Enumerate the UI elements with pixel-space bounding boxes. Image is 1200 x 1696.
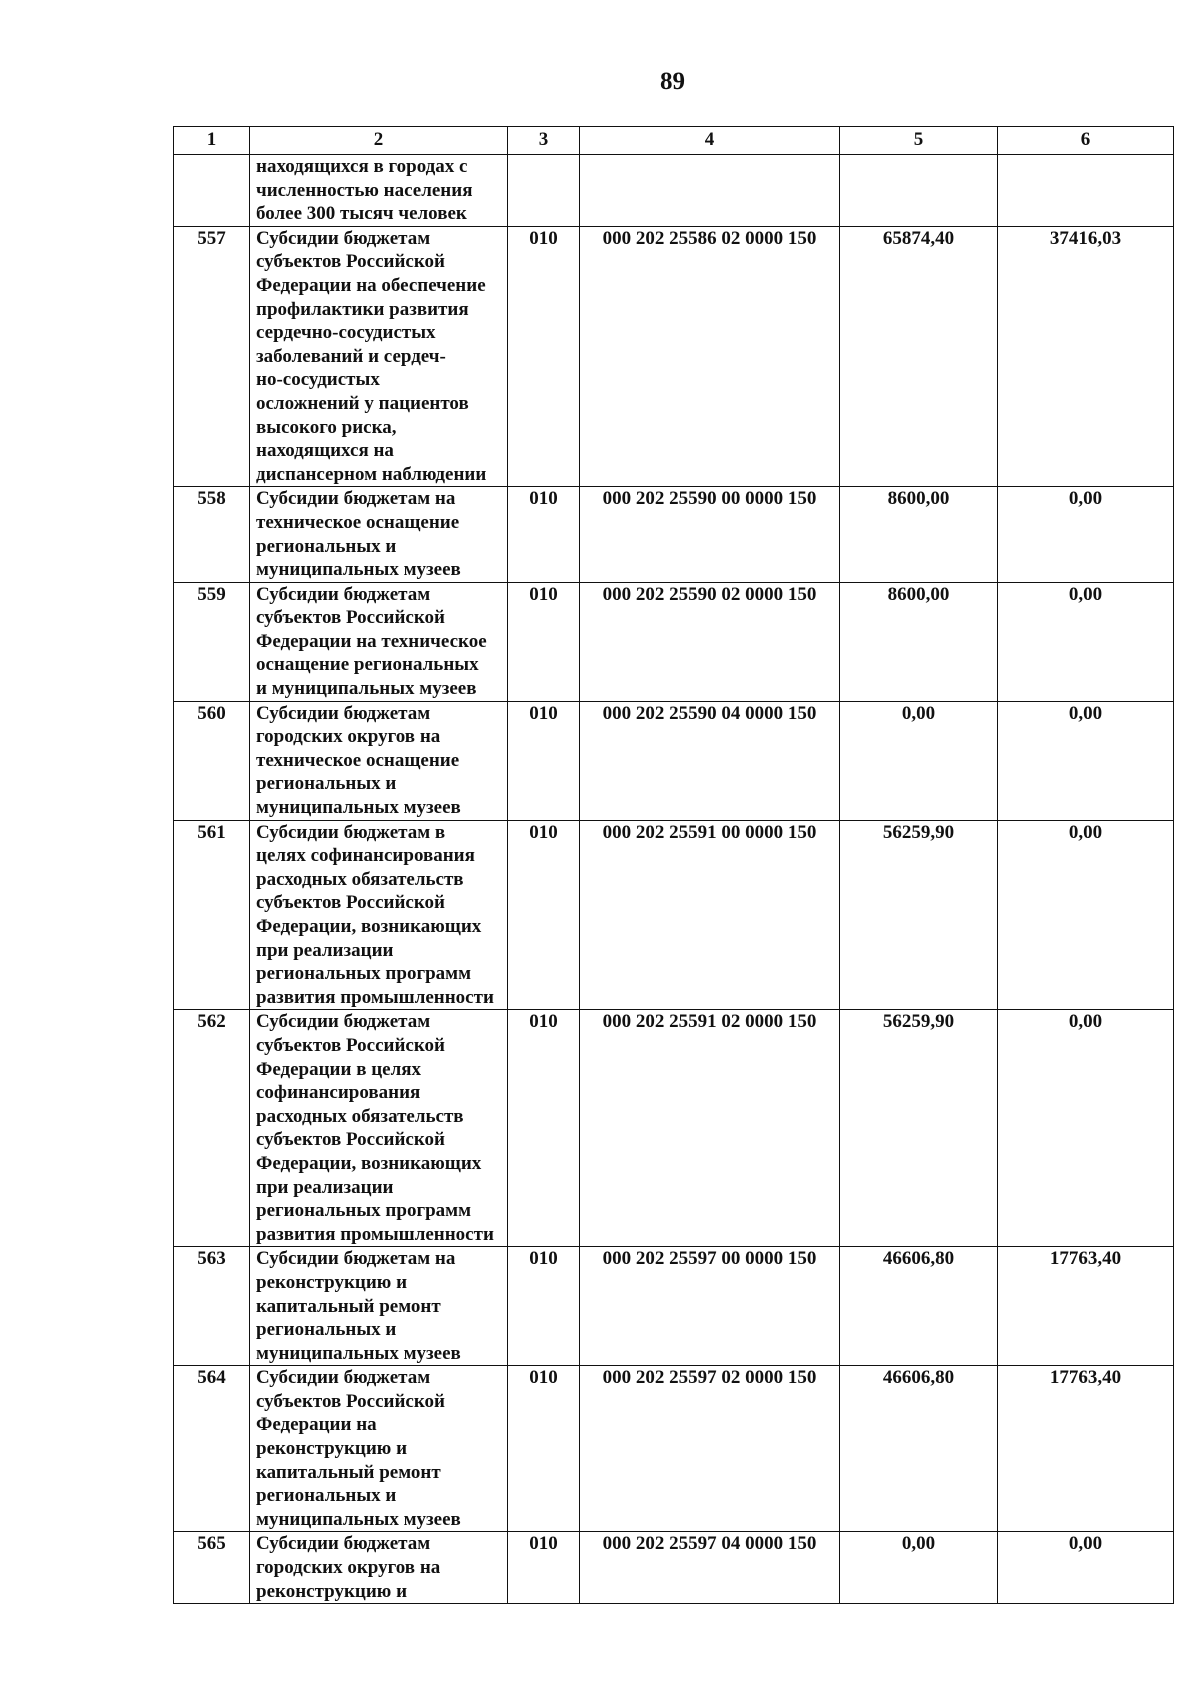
row-name-text: Субсидии бюджетам городских округов на техническое оснащение региональных и муниципальных музеев: [256, 702, 461, 819]
row-number: 558: [174, 487, 250, 582]
table-row: [174, 1366, 1174, 1532]
row-value-6: 0,00: [998, 1532, 1174, 1604]
row-name: [250, 487, 508, 582]
row-value-5: 46606,80: [840, 1247, 998, 1366]
row-code: [580, 155, 840, 227]
table-row: [174, 226, 1174, 487]
row-col3: 010: [508, 487, 580, 582]
table-header: [174, 127, 1174, 155]
row-value-5: 46606,80: [840, 1366, 998, 1532]
row-code: 000 202 25597 00 0000 150: [580, 1247, 840, 1366]
row-value-6: 0,00: [998, 582, 1174, 701]
row-name-text: Субсидии бюджетам в целях софинансирования расходных обязательств субъектов Российской Федерации, возникающих при реализации региональных программ развития промышленности: [256, 821, 494, 1008]
row-code: 000 202 25591 00 0000 150: [580, 820, 840, 1010]
row-col3: 010: [508, 582, 580, 701]
row-code: 000 202 25586 02 0000 150: [580, 226, 840, 487]
row-number: [174, 155, 250, 227]
row-name: [250, 582, 508, 701]
row-value-5: [840, 155, 998, 227]
row-code: 000 202 25590 04 0000 150: [580, 701, 840, 820]
row-value-6: 17763,40: [998, 1366, 1174, 1532]
row-code: 000 202 25590 00 0000 150: [580, 487, 840, 582]
row-value-5: 0,00: [840, 701, 998, 820]
row-col3: 010: [508, 820, 580, 1010]
header-col-4: 4: [580, 127, 840, 155]
row-name-text: Субсидии бюджетам субъектов Российской Федерации в целях софинансирования расходных обязательств субъектов Российской Федерации, возникающих при реализации региональных программ развития промышленности: [256, 1011, 494, 1245]
row-value-6: 0,00: [998, 820, 1174, 1010]
row-name-text: Субсидии бюджетам субъектов Российской Федерации на техническое оснащение региональных и муниципальных музеев: [256, 583, 487, 700]
page-number: 89: [660, 68, 685, 95]
row-col3: 010: [508, 1247, 580, 1366]
row-code: 000 202 25597 02 0000 150: [580, 1366, 840, 1532]
row-number: 562: [174, 1010, 250, 1247]
row-name: [250, 820, 508, 1010]
row-col3: 010: [508, 226, 580, 487]
row-number: 565: [174, 1532, 250, 1604]
row-value-5: 65874,40: [840, 226, 998, 487]
table-row: [174, 1532, 1174, 1604]
row-value-6: 37416,03: [998, 226, 1174, 487]
header-col-5: 5: [840, 127, 998, 155]
row-name-text: Субсидии бюджетам субъектов Российской Федерации на обеспечение профилактики развития сердечно-сосудистых заболеваний и сердеч- но-сосудистых осложнений у пациентов высокого риска, находящихся на диспансерном наблюдении: [256, 227, 487, 485]
row-name-text: Субсидии бюджетам городских округов на реконструкцию и: [256, 1533, 441, 1602]
row-number: 561: [174, 820, 250, 1010]
row-value-5: 56259,90: [840, 1010, 998, 1247]
row-name-text: находящихся в городах с численностью населения более 300 тысяч человек: [256, 156, 473, 225]
row-value-6: 0,00: [998, 487, 1174, 582]
row-value-5: 56259,90: [840, 820, 998, 1010]
header-col-2: 2: [250, 127, 508, 155]
row-value-5: 0,00: [840, 1532, 998, 1604]
row-value-6: 0,00: [998, 1010, 1174, 1247]
row-number: 559: [174, 582, 250, 701]
row-col3: [508, 155, 580, 227]
row-name-text: Субсидии бюджетам на реконструкцию и капитальный ремонт региональных и муниципальных музеев: [256, 1248, 461, 1364]
header-col-1: 1: [174, 127, 250, 155]
row-name: [250, 1010, 508, 1247]
header-col-3: 3: [508, 127, 580, 155]
header-row: [174, 127, 1174, 155]
table-row: [174, 820, 1174, 1010]
row-number: 564: [174, 1366, 250, 1532]
row-name: [250, 1247, 508, 1366]
row-code: 000 202 25590 02 0000 150: [580, 582, 840, 701]
row-value-5: 8600,00: [840, 487, 998, 582]
row-col3: 010: [508, 1010, 580, 1247]
row-name: [250, 226, 508, 487]
row-name: [250, 155, 508, 227]
row-name-text: Субсидии бюджетам субъектов Российской Федерации на реконструкцию и капитальный ремонт региональных и муниципальных музеев: [256, 1367, 461, 1530]
row-col3: 010: [508, 701, 580, 820]
header-col-6: 6: [998, 127, 1174, 155]
row-name: [250, 1366, 508, 1532]
row-number: 563: [174, 1247, 250, 1366]
row-value-6: 17763,40: [998, 1247, 1174, 1366]
row-value-6: [998, 155, 1174, 227]
table-row: [174, 1247, 1174, 1366]
row-number: 560: [174, 701, 250, 820]
table-row: [174, 1010, 1174, 1247]
row-name: [250, 701, 508, 820]
table-row: [174, 487, 1174, 582]
table-row: [174, 155, 1174, 227]
budget-table: [173, 126, 1174, 1604]
table-row: [174, 582, 1174, 701]
row-value-5: 8600,00: [840, 582, 998, 701]
row-number: 557: [174, 226, 250, 487]
row-code: 000 202 25591 02 0000 150: [580, 1010, 840, 1247]
table-row: [174, 701, 1174, 820]
table-body: [174, 155, 1174, 1604]
row-col3: 010: [508, 1532, 580, 1604]
row-col3: 010: [508, 1366, 580, 1532]
row-name-text: Субсидии бюджетам на техническое оснащение региональных и муниципальных музеев: [256, 488, 461, 581]
row-code: 000 202 25597 04 0000 150: [580, 1532, 840, 1604]
row-value-6: 0,00: [998, 701, 1174, 820]
row-name: [250, 1532, 508, 1604]
